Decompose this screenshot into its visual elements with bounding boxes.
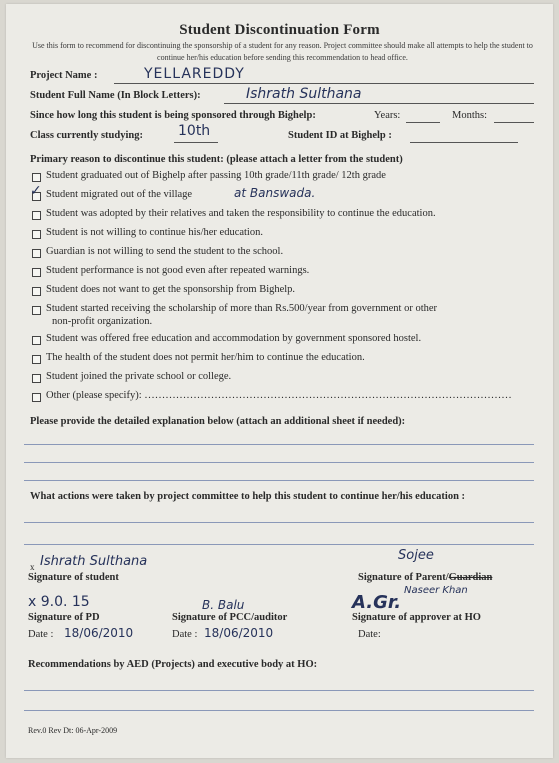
- reason-checkbox-11[interactable]: [32, 374, 41, 383]
- form-title: Student Discontinuation Form: [179, 22, 380, 38]
- years-line[interactable]: [406, 122, 440, 123]
- student-signature[interactable]: Ishrath Sulthana: [40, 554, 148, 569]
- pcc-date[interactable]: 18/06/2010: [204, 626, 274, 640]
- reason-label-9: Student was offered free education and accommodation by government sponsored hostel.: [46, 333, 422, 344]
- sponsored-label: Since how long this student is being sponsored through Bighelp:: [30, 110, 316, 121]
- explanation-line[interactable]: [24, 480, 534, 481]
- reason-checkbox-5[interactable]: [32, 249, 41, 258]
- reason-checkbox-4[interactable]: [32, 230, 41, 239]
- student-id-label: Student ID at Bighelp :: [288, 130, 392, 141]
- parent-sig-label: Signature of Parent/Guardian: [358, 572, 493, 583]
- reason-label-1: Student graduated out of Bighelp after passing 10th grade/11th grade/ 12th grade: [46, 170, 386, 181]
- class-label: Class currently studying:: [30, 130, 143, 141]
- reason-checkbox-1[interactable]: [32, 173, 41, 182]
- parent-signature[interactable]: Sojee: [398, 548, 434, 563]
- project-name-label: Project Name :: [30, 70, 98, 81]
- class-value[interactable]: 10th: [178, 123, 211, 139]
- reason-checkbox-9[interactable]: [32, 336, 41, 345]
- parent-name: Naseer Khan: [404, 585, 468, 596]
- reason-label-12: Other (please specify): ……………………………………………………………………………………………: [46, 390, 512, 401]
- months-line[interactable]: [494, 122, 534, 123]
- recommendations-line[interactable]: [24, 690, 534, 691]
- ho-signature[interactable]: A.Gr.: [352, 592, 402, 613]
- ho-sig-label: Signature of approver at HO: [352, 612, 481, 623]
- form-intro: Use this form to recommend for discontinuing the sponsorship of a student for any reason. Project committee should make all attempts to help the student to continue her/his education before sending this recommendation to head office.: [32, 41, 533, 62]
- pcc-signature[interactable]: B. Balu: [202, 598, 245, 612]
- pd-date-label: Date :: [28, 629, 54, 640]
- explanation-label: Please provide the detailed explanation below (attach an additional sheet if needed):: [30, 416, 406, 427]
- reason-checkbox-6[interactable]: [32, 268, 41, 277]
- pd-signature[interactable]: x 9.0. 15: [28, 594, 90, 610]
- reason-label-2: Student migrated out of the village: [46, 189, 193, 200]
- class-line: [174, 142, 218, 143]
- reason-note-2[interactable]: at Banswada.: [234, 186, 316, 200]
- reason-label-5: Guardian is not willing to send the student to the school.: [46, 246, 284, 257]
- years-label: Years:: [374, 110, 401, 121]
- reason-label-6: Student performance is not good even after repeated warnings.: [46, 265, 310, 276]
- reason-checkbox-7[interactable]: [32, 287, 41, 296]
- actions-line[interactable]: [24, 522, 534, 523]
- student-name-label: Student Full Name (In Block Letters):: [30, 90, 201, 101]
- actions-label: What actions were taken by project committee to help this student to continue her/his education :: [30, 491, 466, 502]
- reason-checkbox-3[interactable]: [32, 211, 41, 220]
- pd-sig-label: Signature of PD: [28, 612, 100, 623]
- student-name-line: [224, 103, 534, 104]
- reason-label-10: The health of the student does not permit her/him to continue the education.: [46, 352, 365, 363]
- form-page: [6, 4, 553, 758]
- ho-date-label: Date:: [358, 629, 381, 640]
- reason-label-4: Student is not willing to continue his/her education.: [46, 227, 263, 238]
- reason-checkbox-8[interactable]: [32, 306, 41, 315]
- student-sig-label: Signature of student: [28, 572, 119, 583]
- pcc-date-label: Date :: [172, 629, 198, 640]
- explanation-line[interactable]: [24, 462, 534, 463]
- pd-date[interactable]: 18/06/2010: [64, 626, 134, 640]
- pcc-sig-label: Signature of PCC/auditor: [172, 612, 288, 623]
- explanation-line[interactable]: [24, 444, 534, 445]
- recommendations-line[interactable]: [24, 710, 534, 711]
- reason-label-8-cont: non-profit organization.: [52, 316, 153, 327]
- recommendations-label: Recommendations by AED (Projects) and executive body at HO:: [28, 659, 318, 670]
- student-id-line[interactable]: [410, 142, 518, 143]
- reason-label-7: Student does not want to get the sponsorship from Bighelp.: [46, 284, 296, 295]
- reason-label-8: Student started receiving the scholarship of more than Rs.500/year from government or other: [46, 303, 438, 314]
- student-sig-prefix: x: [30, 562, 35, 572]
- reason-label-11: Student joined the private school or college.: [46, 371, 232, 382]
- project-name-line: [114, 83, 534, 84]
- reason-checkbox-12[interactable]: [32, 393, 41, 402]
- reason-label-3: Student was adopted by their relatives and taken the responsibility to continue the education.: [46, 208, 436, 219]
- actions-line[interactable]: [24, 544, 534, 545]
- reason-checkbox-10[interactable]: [32, 355, 41, 364]
- check-mark-icon: ✓: [30, 183, 42, 199]
- revision-footer: Rev.0 Rev Dt: 06-Apr-2009: [28, 726, 118, 735]
- months-label: Months:: [452, 110, 488, 121]
- reasons-heading: Primary reason to discontinue this student: (please attach a letter from the student): [30, 154, 403, 165]
- project-name-value[interactable]: YELLAREDDY: [144, 66, 245, 82]
- student-name-value[interactable]: Ishrath Sulthana: [246, 86, 362, 102]
